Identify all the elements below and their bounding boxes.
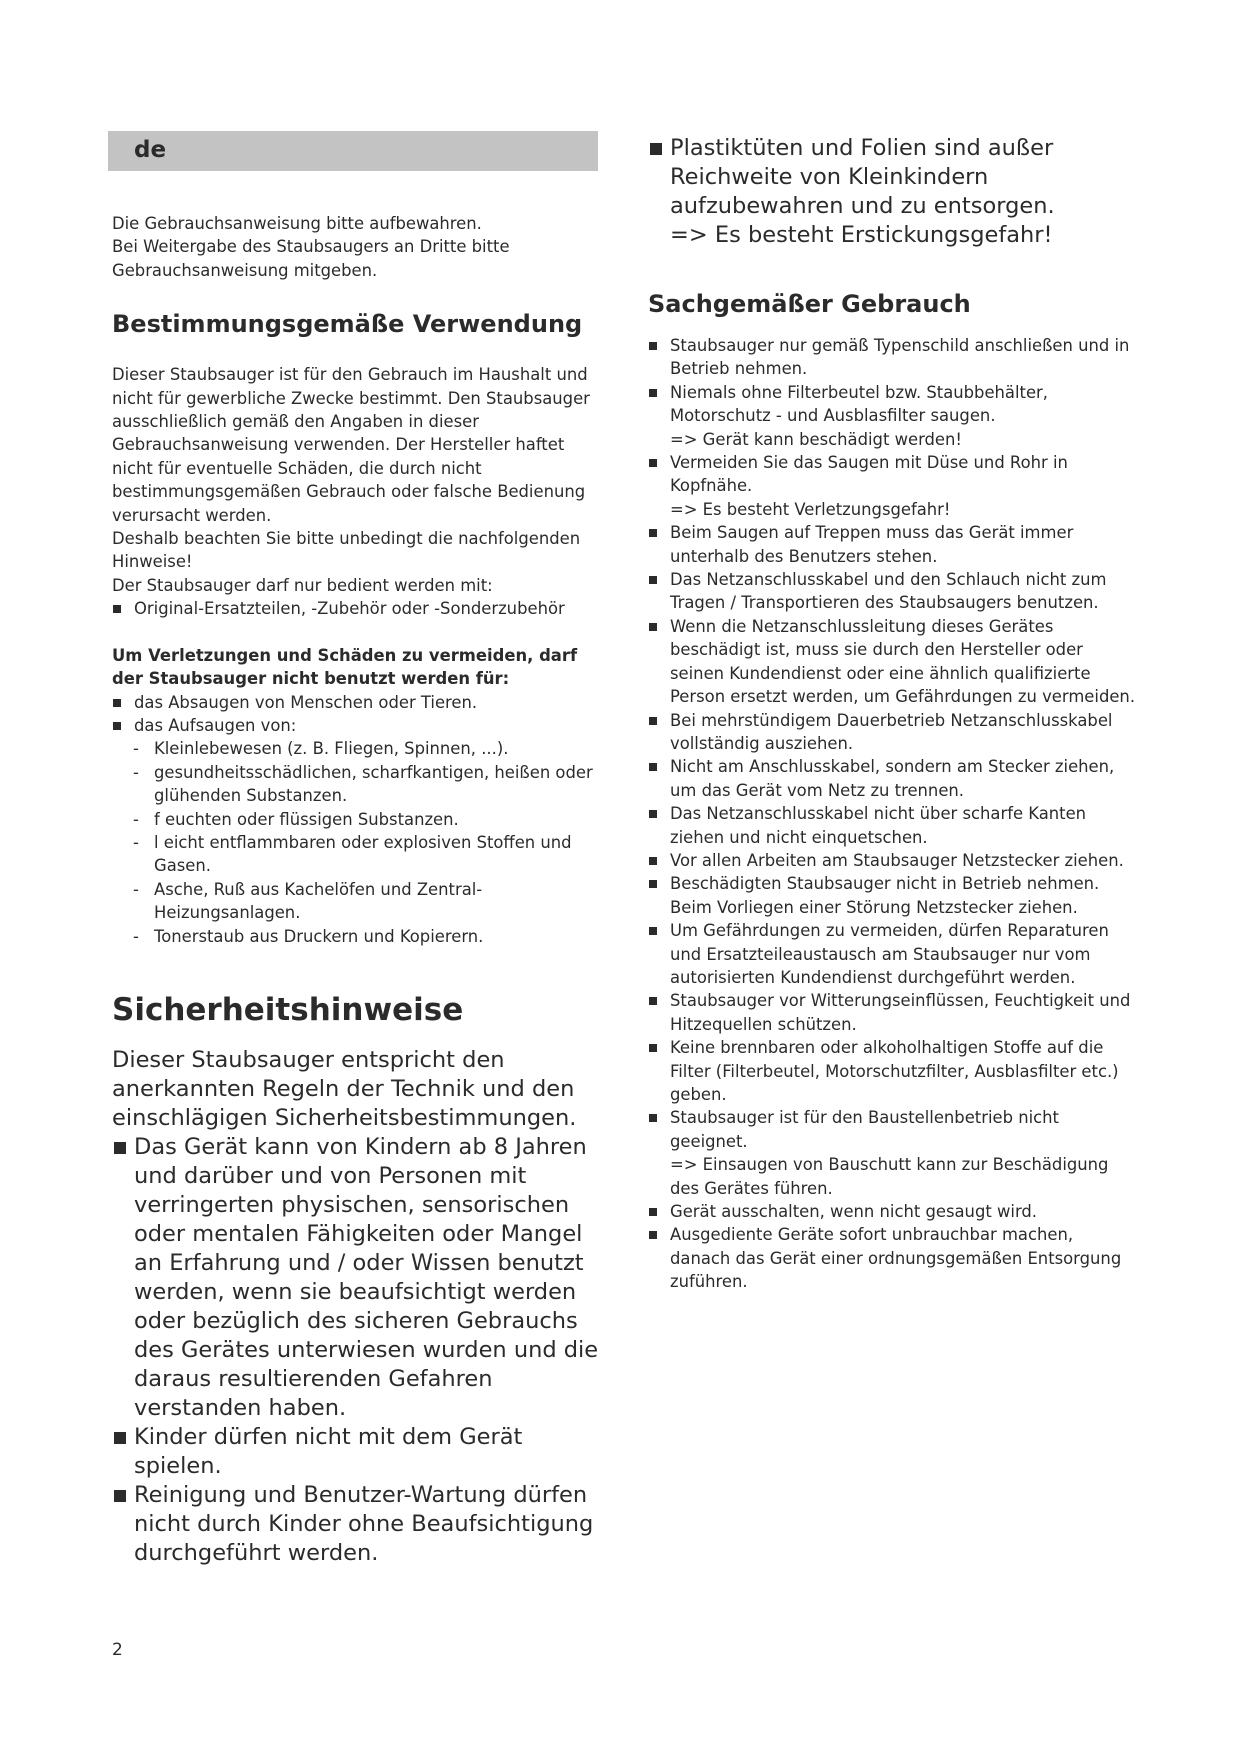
list-item: Nicht am Anschlusskabel, sondern am Stecker ziehen, um das Gerät vom Netz zu trennen. [648, 755, 1138, 802]
right-column [648, 134, 1138, 1294]
list-item: Um Gefährdungen zu vermeiden, dürfen Reparaturen und Ersatzteileaustausch am Staubsauger nur vom autorisierten Kundendienst durchgeführt werden. [648, 919, 1138, 989]
list-item: Das Gerät kann von Kindern ab 8 Jahren und darüber und von Personen mit verringerten physischen, sensorischen oder mentalen Fähigkeiten oder Mangel an Erfahrung und / oder Wissen benutzt werden, wenn sie beaufsichtigt werden oder bezüglich des sicheren Gebrauchs des Gerätes unterwiesen wurden und die daraus resultierenden Gefahren verstanden haben. [112, 1133, 602, 1423]
list-item: Vor allen Arbeiten am Staubsauger Netzstecker ziehen. [648, 849, 1138, 872]
list-item: Das Netzanschlusskabel und den Schlauch nicht zum Tragen / Transportieren des Staubsaugers benutzen. [648, 568, 1138, 615]
list-item: Beschädigten Staubsauger nicht in Betrieb nehmen. Beim Vorliegen einer Störung Netzstecker ziehen. [648, 872, 1138, 919]
proper-use-list [648, 334, 1138, 1294]
list-item: Vermeiden Sie das Saugen mit Düse und Rohr in Kopfnähe. => Es besteht Verletzungsgefahr! [648, 451, 1138, 521]
misuse-list [112, 691, 602, 738]
heading-safety: Sicherheitshinweise [112, 991, 464, 1028]
list-item: - Asche, Ruß aus Kachelöfen und Zentral-Heizungsanlagen. [133, 879, 483, 923]
page-number: 2 [112, 1640, 123, 1660]
bold-warning: Um Verletzungen und Schäden zu vermeiden, darf der Staubsauger nicht benutzt werden für: [112, 645, 578, 689]
list-item: - l eicht entflammbaren oder explosiven Stoffen und Gasen. [133, 832, 572, 876]
warning-note: => Gerät kann beschädigt werden! [670, 429, 962, 449]
list-item: Staubsauger ist für den Baustellenbetrieb nicht geeignet. => Einsaugen von Bauschutt kann zur Beschädigung des Gerätes führen. [648, 1106, 1138, 1200]
intro-text [112, 212, 602, 282]
list-item: Staubsauger vor Witterungseinflüssen, Feuchtigkeit und Hitzequellen schützen. [648, 989, 1138, 1036]
list-item: Bei mehrstündigem Dauerbetrieb Netzanschlusskabel vollständig ausziehen. [648, 709, 1138, 756]
list-item: das Aufsaugen von: [112, 714, 602, 737]
safety-body [112, 1046, 602, 1568]
safety-intro: Dieser Staubsauger entspricht den anerkannten Regeln der Technik und den einschlägigen Sicherheitsbestimmungen. [112, 1046, 577, 1131]
intro-line: Bei Weitergabe des Staubsaugers an Dritte bitte [112, 237, 510, 257]
list-item: Beim Saugen auf Treppen muss das Gerät immer unterhalb des Benutzers stehen. [648, 521, 1138, 568]
plastic-bag-warning [648, 134, 1138, 250]
warning-note: => Es besteht Erstickungsgefahr! [670, 222, 1053, 248]
list-item: Wenn die Netzanschlussleitung dieses Gerätes beschädigt ist, muss sie durch den Hersteller oder seinen Kundendienst oder eine ähnlich qualifizierte Person ersetzt werden, um Gefährdungen zu vermeiden. [648, 615, 1138, 709]
paragraph: Dieser Staubsauger ist für den Gebrauch im Haushalt und nicht für gewerbliche Zwecke bestimmt. Den Staubsauger ausschließlich gemäß den Angaben in dieser Gebrauchsanweisung verwenden. Der Hersteller haftet nicht für eventuelle Schäden, die durch nicht bestimmungsgemäßen Gebrauch oder falsche Bedienung verursacht werden. [112, 365, 590, 525]
paragraph: Der Staubsauger darf nur bedient werden mit: [112, 575, 493, 595]
heading-intended-use: Bestimmungsgemäße Verwendung [112, 310, 583, 339]
list-item: Ausgediente Geräte sofort unbrauchbar machen, danach das Gerät einer ordnungsgemäßen Entsorgung zuführen. [648, 1223, 1138, 1293]
list-item: das Absaugen von Menschen oder Tieren. [112, 691, 602, 714]
list-item: - gesundheitsschädlichen, scharfkantigen, heißen oder glühenden Substanzen. [133, 762, 593, 806]
plastic-list [648, 134, 1138, 250]
list-item: - Kleinlebewesen (z. B. Fliegen, Spinnen, ...). [133, 739, 509, 759]
list-item: Original-Ersatzteilen, -Zubehör oder -Sonderzubehör [112, 597, 602, 620]
list-item: Keine brennbaren oder alkoholhaltigen Stoffe auf die Filter (Filterbeutel, Motorschutzfilter, Ausblasfilter etc.) geben. [648, 1036, 1138, 1106]
substance-list [112, 737, 602, 948]
left-column [112, 130, 602, 1568]
intro-line: Die Gebrauchsanweisung bitte aufbewahren. [112, 214, 482, 233]
list-item: Plastiktüten und Folien sind außer Reichweite von Kleinkindern aufzubewahren und zu entsorgen. => Es besteht Erstickungsgefahr! [648, 134, 1138, 250]
list-item: - Tonerstaub aus Druckern und Kopierern. [133, 926, 484, 946]
warning-note: => Es besteht Verletzungsgefahr! [670, 499, 951, 519]
misuse-section [112, 644, 602, 948]
list-item: Reinigung und Benutzer-Wartung dürfen nicht durch Kinder ohne Beaufsichtigung durchgeführt werden. [112, 1481, 602, 1568]
list-item: Niemals ohne Filterbeutel bzw. Staubbehälter, Motorschutz - und Ausblasfilter saugen. => Gerät kann beschädigt werden! [648, 381, 1138, 451]
list-item: Staubsauger nur gemäß Typenschild anschließen und in Betrieb nehmen. [648, 334, 1138, 381]
list-item: Kinder dürfen nicht mit dem Gerät spielen. [112, 1423, 602, 1481]
list-item: Das Netzanschlusskabel nicht über scharfe Kanten ziehen und nicht einquetschen. [648, 802, 1138, 849]
safety-list [112, 1133, 602, 1568]
list-item: - f euchten oder flüssigen Substanzen. [133, 809, 459, 829]
warning-note: => Einsaugen von Bauschutt kann zur Beschädigung des Gerätes führen. [670, 1155, 1109, 1198]
language-label: de [134, 137, 167, 163]
accessories-list [112, 597, 602, 620]
intro-line: Gebrauchsanweisung mitgeben. [112, 260, 378, 280]
heading-proper-use: Sachgemäßer Gebrauch [648, 290, 971, 318]
paragraph: Deshalb beachten Sie bitte unbedingt die nachfolgenden Hinweise! [112, 529, 581, 572]
list-item: Gerät ausschalten, wenn nicht gesaugt wird. [648, 1200, 1138, 1223]
intended-use-body [112, 363, 602, 620]
